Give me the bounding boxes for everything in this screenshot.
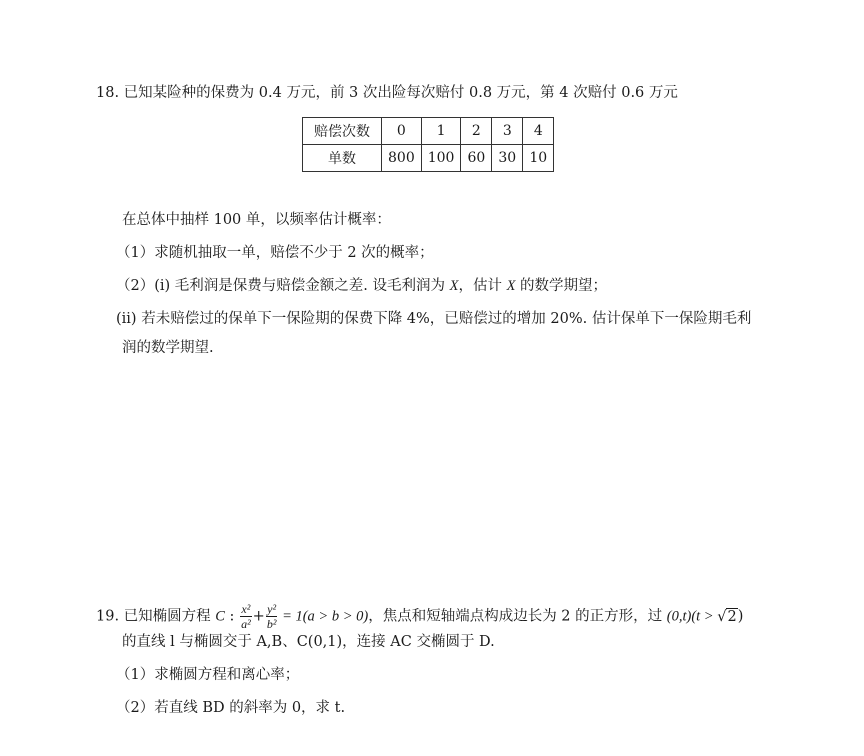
q18-intro: 在总体中抽样 100 单，以频率估计概率： [122,212,391,228]
table-cell: 3 [492,118,523,145]
table-cell: 30 [492,145,523,172]
frac-num: x² [241,602,251,616]
sqrt-symbol: √ [717,608,727,625]
plus-sign: + [252,608,265,625]
q18-stem: 已知某险种的保费为 0.4 万元，前 3 次出险每次赔付 0.8 万元，第 4 次赔付 0.6 万元 [123,85,678,101]
q19-line2: 的直线 l 与椭圆交于 A,B、C(0,1)，连接 AC 交椭圆于 D. [122,634,495,650]
q18-part2-ii-line1: (ii) 若未赔偿过的保单下一保险期的保费下降 4%，已赔偿过的增加 20%. 估计保单下一保险期毛利 [116,311,752,327]
var-x: X [506,278,516,294]
table-cell: 10 [523,145,554,172]
q18-part2-ii-line2: 润的数学期望. [122,340,214,356]
fraction-x [240,602,252,631]
q18-part2-i-mid: ，估计 [458,278,507,294]
q19-stem-line [96,602,743,631]
fraction-y [266,602,278,631]
q19-pre: 已知椭圆方程 [123,608,216,625]
q19-point: (0,t)(t > [666,608,718,625]
table-cell: 100 [421,145,461,172]
q19-eq-rest: = 1(a > b > 0) [278,608,369,625]
q18-part2-i [116,276,607,296]
frac-num: y² [267,602,277,616]
curve-c: C [215,608,225,625]
q18-number: 18. [96,85,120,101]
table-cell: 60 [461,145,492,172]
q19-mid: ，焦点和短轴端点构成边长为 2 的正方形，过 [368,608,667,625]
table-row [303,145,554,172]
table-cell: 2 [461,118,492,145]
table-cell: 单数 [303,145,382,172]
frac-den: b² [266,617,277,631]
q19-colon: : [224,608,240,625]
q19-part2: （2）若直线 BD 的斜率为 0，求 t. [116,700,346,716]
table-cell: 1 [421,118,461,145]
q18-table [302,117,554,172]
q18-stem-line [96,83,678,103]
table-cell: 赔偿次数 [303,118,382,145]
table-cell: 4 [523,118,554,145]
q19-part1: （1）求椭圆方程和离心率； [116,667,300,683]
q18-part2-i-pre: （2）(i) 毛利润是保费与赔偿金额之差. 设毛利润为 [116,278,450,294]
var-x: X [449,278,459,294]
q18-part2-i-post: 的数学期望； [515,278,608,294]
q18-part1: （1）求随机抽取一单，赔偿不少于 2 次的概率； [116,245,434,261]
q19-close: ) [737,608,744,625]
sqrt-two [717,607,737,627]
q19-number: 19. [96,608,120,625]
table-cell: 800 [382,145,422,172]
frac-den: a² [241,617,251,631]
table-cell: 0 [382,118,422,145]
sqrt-radicand: 2 [727,608,737,625]
table-row [303,118,554,145]
